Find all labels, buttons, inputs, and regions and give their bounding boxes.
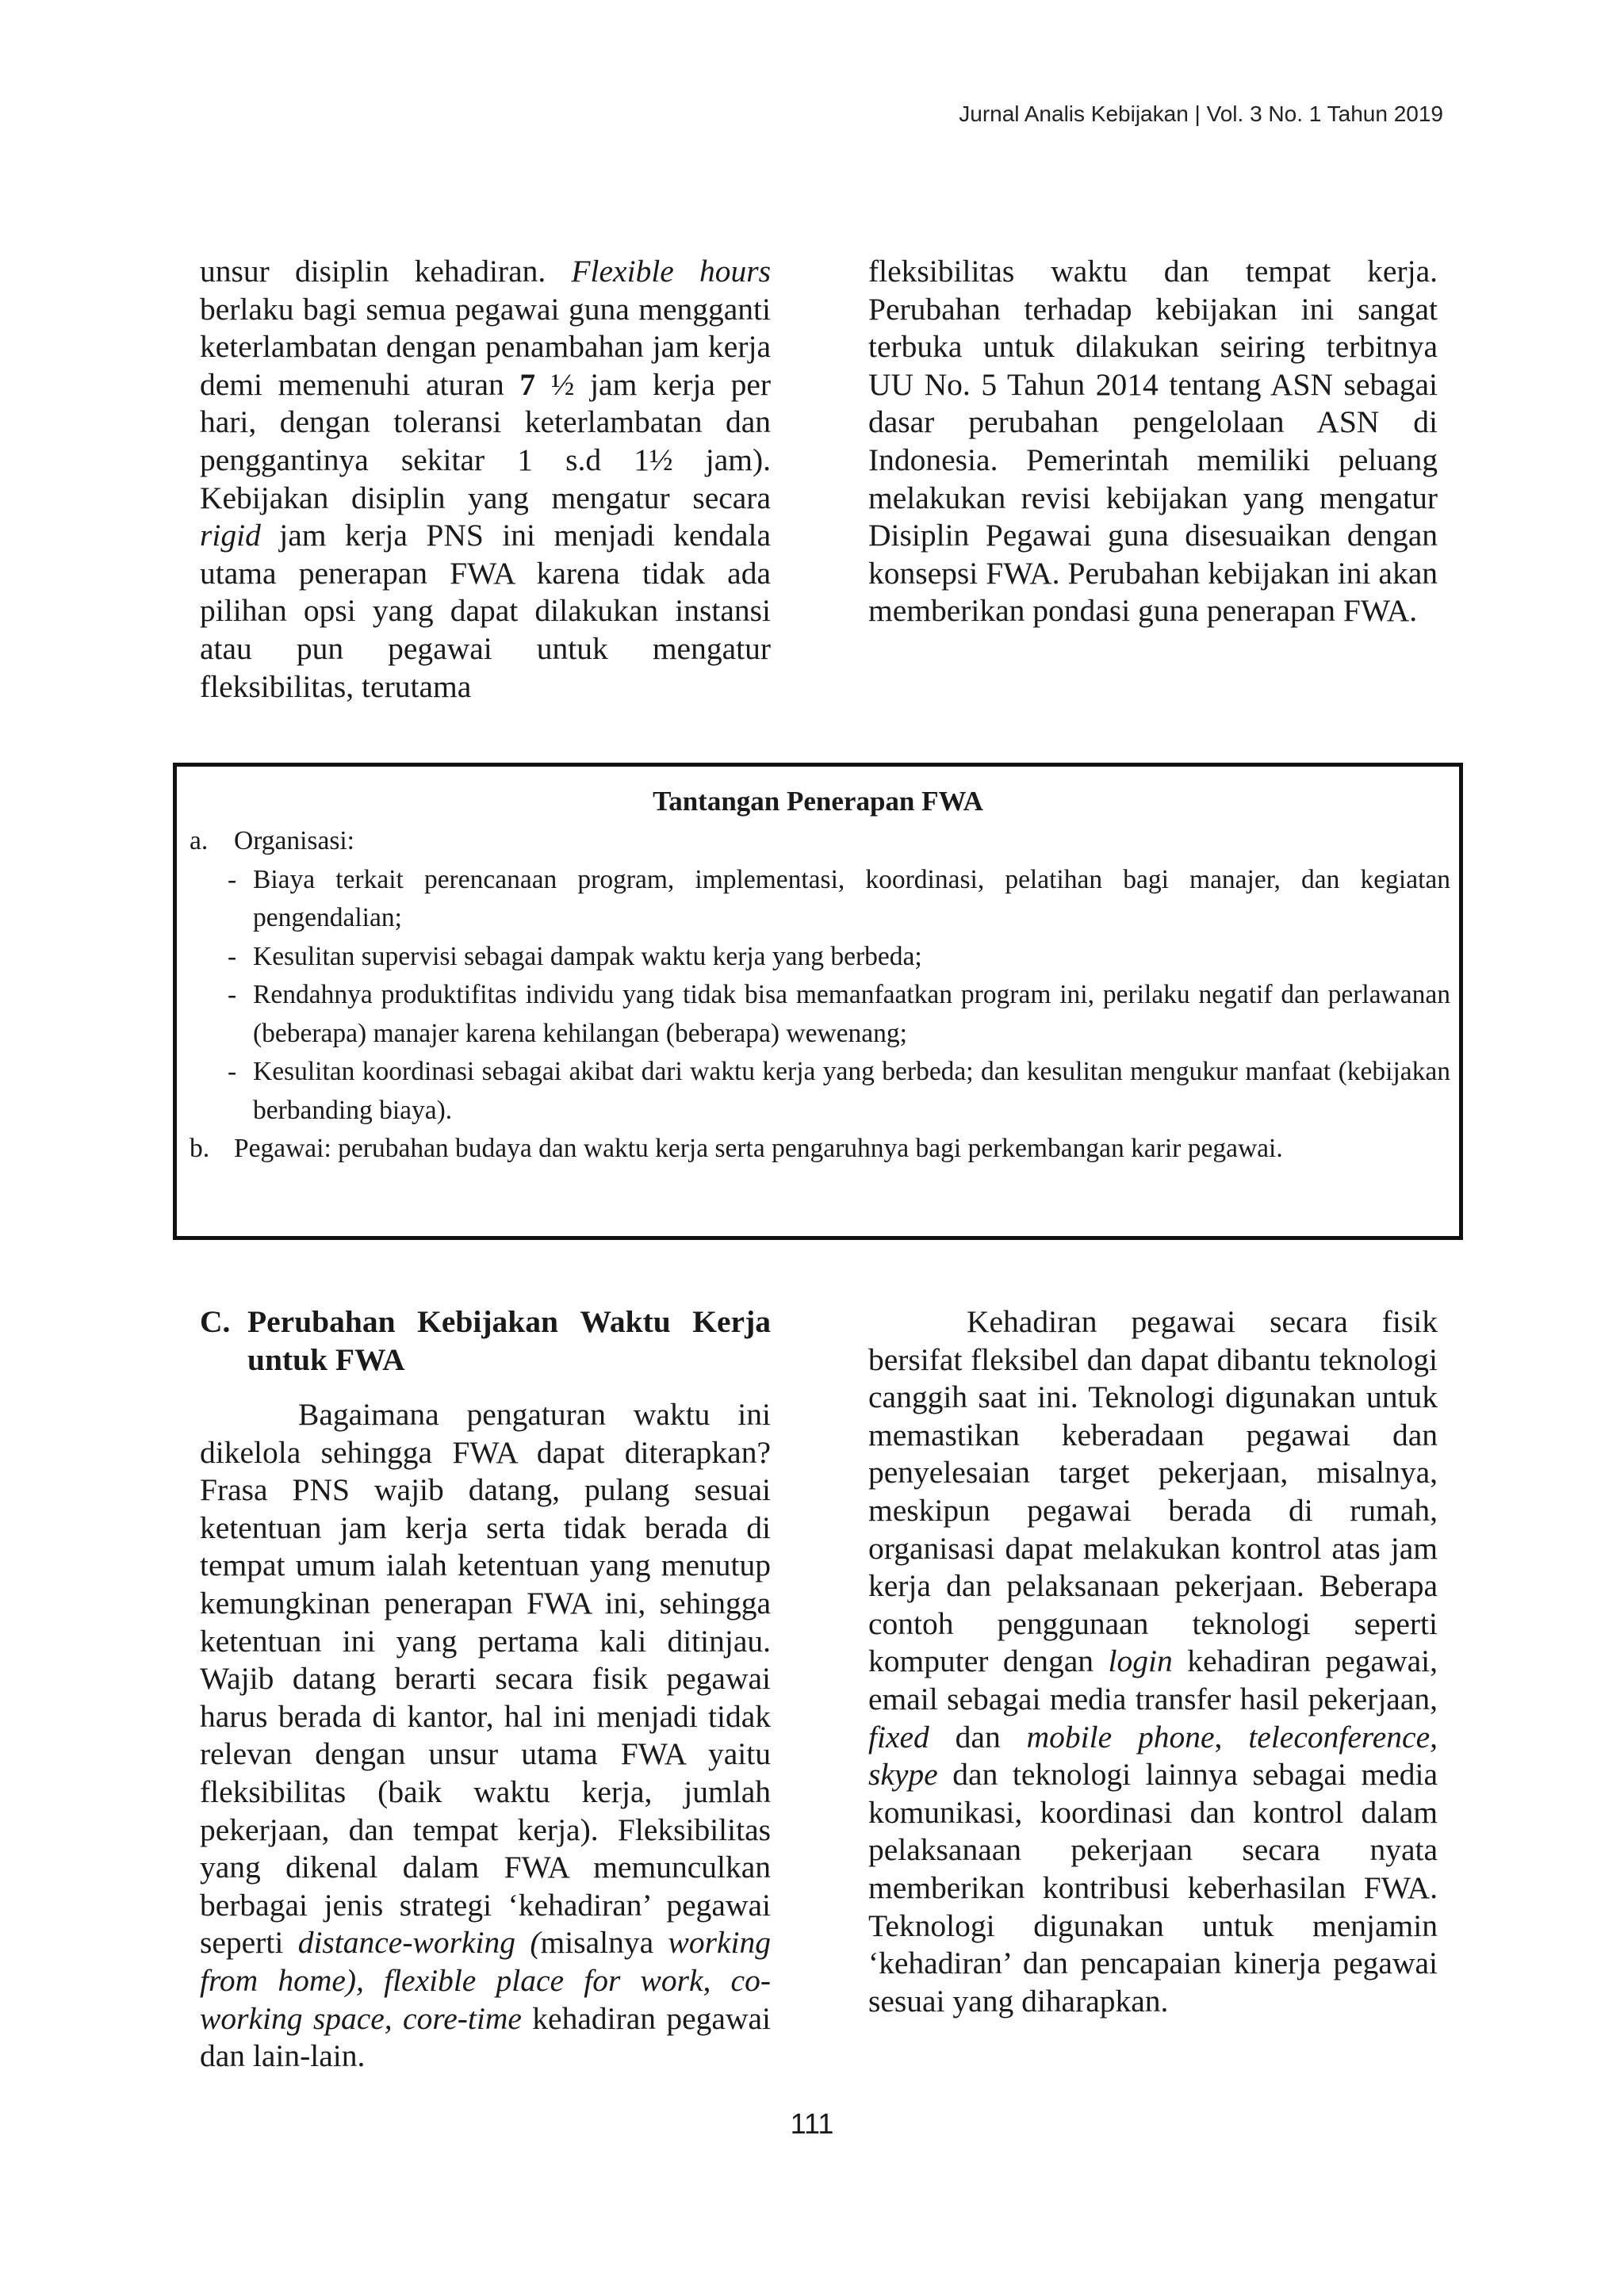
bottom-left-column	[200, 1396, 771, 2076]
text-run: unsur disiplin kehadiran.	[200, 254, 572, 289]
bullet-marker: -	[228, 980, 237, 1009]
text-run: jam kerja PNS ini menjadi kendala utama penerapan FWA karena tidak ada pilihan opsi yang dapat dilakukan instansi atau pun pegawai untuk mengatur fleksibilitas, terutama	[200, 518, 771, 704]
box-title: Tantangan Penerapan FWA	[653, 786, 983, 817]
list-marker: a.	[190, 826, 209, 855]
section-title-line1	[247, 1303, 771, 1341]
text-run: berlaku bagi semua pegawai guna mengganti keterlambatan dengan penambahan jam kerja demi memenuhi aturan	[200, 291, 771, 402]
text-run: misalnya	[540, 1925, 668, 1961]
section-number: C.	[200, 1304, 231, 1339]
bullet-item	[190, 938, 1450, 977]
section-title-line2: untuk FWA	[247, 1341, 405, 1377]
bottom-right-paragraph	[868, 1303, 1438, 2020]
bullet-text: Rendahnya produktifitas individu yang tidak bisa memanfaatkan program ini, perilaku negatif dan perlawanan (beberapa) manajer karena kehilangan (beberapa) wewenang;	[253, 980, 1450, 1048]
top-right-column	[868, 253, 1438, 630]
text-run: Bagaimana pengaturan waktu ini dikelola sehingga FWA dapat diterapkan? Frasa PNS wajib datang, pulang sesuai ketentuan jam kerja serta tidak berada di tempat umum ialah ketentuan yang menutup kemungkinan penerapan FWA ini, sehingga ketentuan ini yang pertama kali ditinjau. Wajib datang berarti secara fisik pegawai harus berada di kantor, hal ini menjadi tidak relevan dengan unsur utama FWA yaitu fleksibilitas (baik waktu kerja, jumlah pekerjaan, dan tempat kerja). Fleksibilitas yang dikenal dalam FWA memunculkan berbagai jenis strategi ‘kehadiran’ pegawai seperti	[200, 1397, 771, 1961]
title-word: Perubahan	[247, 1304, 396, 1339]
italic-run: distance-working (	[297, 1925, 541, 1961]
bullet-marker: -	[228, 1057, 237, 1086]
list-item-pegawai	[190, 1130, 1450, 1169]
bottom-right-column	[868, 1303, 1438, 2020]
bullet-marker: -	[228, 864, 237, 894]
text-run: kehadiran pegawai dan lain-lain.	[200, 2000, 771, 2074]
top-right-paragraph: fleksibilitas waktu dan tempat kerja. Perubahan terhadap kebijakan ini sangat terbuka untuk dilakukan seiring terbitnya UU No. 5 Tahun 2014 tentang ASN sebagai dasar perubahan pengelolaan ASN di Indonesia. Pemerintah memiliki peluang melakukan revisi kebijakan yang mengatur Disiplin Pegawai guna disesuaikan dengan konsepsi FWA. Perubahan kebijakan ini akan memberikan pondasi guna penerapan FWA.	[868, 254, 1438, 629]
text-run: kehadiran pegawai, email sebagai media transfer hasil pekerjaan,	[868, 1644, 1438, 1716]
running-head: Jurnal Analis Kebijakan | Vol. 3 No. 1 Tahun 2019	[959, 101, 1443, 126]
italic-run: Flexible hours	[571, 254, 771, 289]
text-run: ½ jam kerja per hari, dengan toleransi keterlambatan dan penggantinya sekitar 1 s.d 1½ jam). Kebijakan disiplin yang mengatur secara	[200, 366, 771, 515]
bottom-left-paragraph	[200, 1396, 771, 2076]
list-item-organisasi	[190, 822, 1450, 861]
bullet-item	[190, 1053, 1450, 1130]
bullet-marker: -	[228, 941, 237, 971]
title-word: Waktu	[580, 1304, 671, 1339]
box-content	[190, 822, 1450, 1169]
bullet-item	[190, 976, 1450, 1053]
title-word: Kebijakan	[417, 1304, 558, 1339]
top-left-paragraph	[200, 253, 771, 706]
list-label: Organisasi:	[234, 826, 354, 855]
text-run: dan teknologi lainnya sebagai media komunikasi, koordinasi dan kontrol dalam pelaksanaan pekerjaan secara nyata memberikan kontribusi keberhasilan FWA. Teknologi digunakan untuk menjamin ‘kehadiran’ dan pencapaian kinerja pegawai sesuai yang diharapkan.	[868, 1757, 1438, 2019]
bullet-text: Kesulitan supervisi sebagai dampak waktu kerja yang berbeda;	[253, 941, 922, 971]
section-heading	[200, 1303, 771, 1379]
italic-run: teleconference, skype	[868, 1719, 1438, 1793]
page-number: 111	[790, 2107, 834, 2140]
text-run: Kehadiran pegawai secara fisik bersifat fleksibel dan dapat dibantu teknologi canggih saat ini. Teknologi digunakan untuk memastikan keberadaan pegawai dan penyelesaian target pekerjaan, misalnya, meskipun pegawai berada di rumah, organisasi dapat melakukan kontrol atas jam kerja dan pelaksanaan pekerjaan. Beberapa contoh penggunaan teknologi seperti komputer dengan	[868, 1304, 1438, 1679]
top-left-column	[200, 253, 771, 706]
list-marker: b.	[190, 1134, 210, 1163]
italic-run: mobile phone	[1026, 1719, 1215, 1755]
italic-run: rigid	[200, 518, 261, 553]
bold-run: 7	[519, 366, 536, 402]
list-text: Pegawai: perubahan budaya dan waktu kerja serta pengaruhnya bagi perkembangan karir pegawai.	[234, 1134, 1283, 1163]
text-run: dan	[929, 1719, 1027, 1755]
italic-run: login	[1108, 1644, 1173, 1679]
challenges-box	[173, 763, 1463, 1240]
bullet-text: Biaya terkait perencanaan program, implementasi, koordinasi, pelatihan bagi manajer, dan kegiatan pengendalian;	[253, 864, 1450, 932]
bullet-text: Kesulitan koordinasi sebagai akibat dari waktu kerja yang berbeda; dan kesulitan mengukur manfaat (kebijakan berbanding biaya).	[253, 1057, 1450, 1125]
italic-run: working from home), flexible place for work, co-working space, core-time	[200, 1925, 771, 2036]
title-word: Kerja	[692, 1304, 771, 1339]
italic-run: fixed	[868, 1719, 929, 1755]
bullet-item	[190, 861, 1450, 938]
text-run: ,	[1214, 1719, 1249, 1755]
